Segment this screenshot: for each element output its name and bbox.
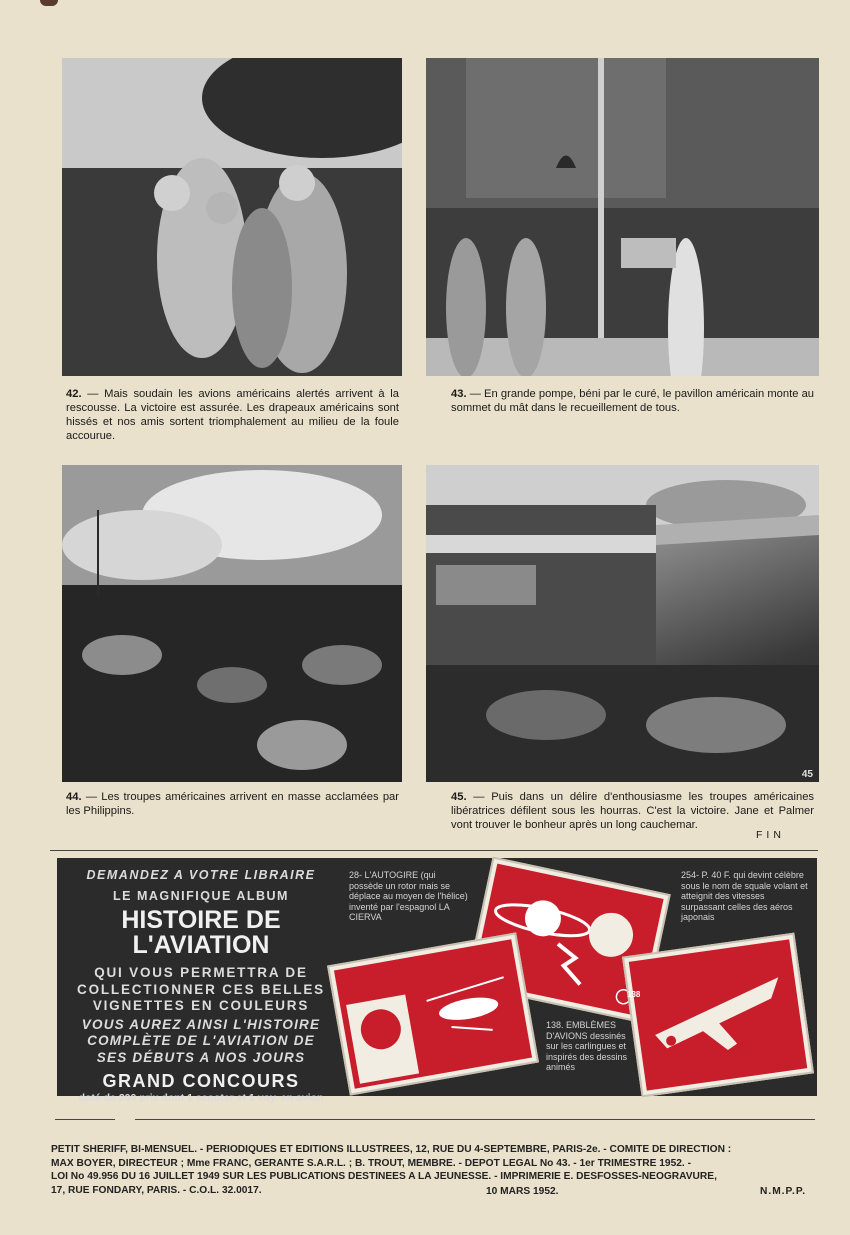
divider	[50, 850, 818, 851]
contest-prizes: doté de 200 prix dont 1 scooter et 1 voy. en avion	[78, 1092, 324, 1104]
photo-42	[62, 58, 402, 376]
caption-45	[451, 790, 814, 832]
ad-line: COLLECTIONNER CES BELLES	[77, 981, 325, 997]
imprint-line: LOI No 49.956 DU 16 JUILLET 1949 SUR LES PUBLICATIONS DESTINEES A LA JEUNESSE. - IMPRIMERIE E. DESFOSSES-NEOGRAVURE,	[51, 1171, 717, 1183]
caption-text: — En grande pompe, béni par le curé, le pavillon américain monte au sommet du mât dans le recueillement de tous.	[451, 388, 815, 414]
ad-title: HISTOIRE DE L'AVIATION	[121, 906, 281, 959]
caption-number: 45.	[451, 791, 467, 803]
card-number-28: 28	[512, 1048, 521, 1057]
ad-text-block	[69, 864, 333, 1104]
corner-mark	[40, 0, 58, 6]
ad-line: VIGNETTES EN COULEURS	[92, 998, 310, 1013]
caption-number: 43.	[451, 388, 467, 400]
ad-line: COMPLÈTE DE L'AVIATION DE	[87, 1033, 315, 1048]
divider	[55, 1119, 115, 1120]
ad-line: DEMANDEZ A VOTRE LIBRAIRE	[86, 868, 316, 882]
ad-line: QUI VOUS PERMETTRA DE	[94, 965, 308, 980]
imprint-line: 17, RUE FONDARY, PARIS. - C.O.L. 32.0017.	[51, 1184, 262, 1196]
photo-43	[426, 58, 819, 376]
caption-43	[451, 387, 814, 415]
imprint	[51, 1143, 818, 1197]
caption-42	[66, 387, 399, 443]
fin-label: FIN	[756, 829, 785, 841]
album-advertisement	[57, 858, 817, 1104]
caption-text: — Puis dans un délire d'enthousiasme les troupes américaines libératrices défilent sous les hourras. C'est la victoire. Jane et Palmer vont trouver le bonheur après un long cauchemar.	[451, 791, 815, 831]
ad-line: SES DÉBUTS A NOS JOURS	[96, 1049, 306, 1065]
divider	[135, 1119, 815, 1120]
note-emblemes: 138. EMBLÈMES D'AVIONS dessinés sur les carlingues et inspirés des dessins animés	[546, 1020, 628, 1072]
photo-45	[426, 465, 819, 782]
ad-line: VOUS AUREZ AINSI L'HISTOIRE	[81, 1016, 321, 1032]
distributor: N.M.P.P.	[760, 1186, 807, 1197]
vignette-p40	[622, 933, 814, 1098]
photo-number-label: 45	[801, 769, 813, 780]
photo-44	[62, 465, 402, 782]
imprint-line: PETIT SHERIFF, BI-MENSUEL. - PERIODIQUES ET EDITIONS ILLUSTREES, 12, RUE DU 4-SEPTEMBRE, PARIS-2e. - COMITE DE DIRECTION :	[51, 1144, 732, 1155]
note-p40: 254- P. 40 F. qui devint célèbre sous le nom de squale volant et atteignit des vitesses surpassant celles des aéros japonais	[681, 870, 808, 922]
caption-44	[66, 790, 399, 818]
caption-number: 44.	[66, 791, 82, 803]
caption-text: — Les troupes américaines arrivent en masse acclamées par les Philippins.	[66, 791, 399, 817]
imprint-line: MAX BOYER, DIRECTEUR ; Mme FRANC, GERANTE S.A.R.L. ; B. TROUT, MEMBRE. - DEPOT LEGAL No 43. - 1er TRIMESTRE 1952. -	[51, 1157, 691, 1169]
vignette-autogiro	[327, 932, 539, 1095]
ad-line: LE MAGNIFIQUE ALBUM	[113, 888, 289, 903]
note-autogire: 28- L'AUTOGIRE (qui possède un rotor mais se déplace au moyen de l'hélice) inventé par l'espagnol LA CIERVA	[349, 870, 468, 922]
card-number-138: 138	[627, 990, 641, 999]
issue-date: 10 MARS 1952.	[486, 1186, 559, 1197]
contest-heading: GRAND CONCOURS	[102, 1071, 300, 1091]
caption-number: 42.	[66, 388, 82, 400]
caption-text: — Mais soudain les avions américains alertés arrivent à la rescousse. La victoire est assurée. Les drapeaux américains sont hissés et nos amis sortent triomphalement au milieu de la foule accourue.	[66, 388, 400, 442]
